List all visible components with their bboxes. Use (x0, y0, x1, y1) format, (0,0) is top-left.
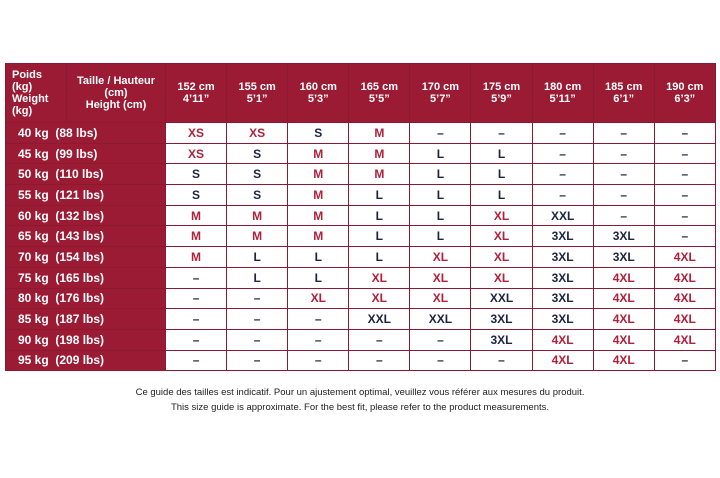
size-cell: L (349, 205, 410, 226)
size-cell: S (227, 164, 288, 185)
height-cm: 170 cm (421, 81, 460, 93)
size-cell: – (654, 164, 715, 185)
size-cell: – (166, 267, 227, 288)
size-cell: – (532, 143, 593, 164)
weight-label-line: (kg) (12, 81, 33, 93)
size-cell: XXL (349, 309, 410, 330)
size-cell: – (593, 205, 654, 226)
height-ft: 6’1” (613, 93, 635, 105)
size-cell: – (227, 329, 288, 350)
size-cell: L (227, 267, 288, 288)
size-cell: M (166, 247, 227, 268)
height-cm: 160 cm (299, 81, 337, 93)
table-row (6, 288, 716, 309)
size-cell: L (410, 164, 471, 185)
height-cm: 165 cm (360, 81, 398, 93)
size-cell: – (349, 329, 410, 350)
size-cell: XL (410, 267, 471, 288)
size-cell: 4XL (593, 267, 654, 288)
weight-row-label: 60 kg (132 lbs) (6, 205, 166, 226)
height-cm: 180 cm (543, 81, 582, 93)
weight-label-line: Poids (12, 69, 42, 81)
size-cell: L (227, 247, 288, 268)
size-cell: XS (166, 123, 227, 144)
table-row (6, 123, 716, 144)
size-cell: – (288, 329, 349, 350)
size-cell: 3XL (532, 226, 593, 247)
size-cell: XL (471, 205, 532, 226)
height-label-line: Height (cm) (85, 99, 147, 111)
size-cell: – (288, 309, 349, 330)
size-cell: M (227, 226, 288, 247)
size-cell: XXL (410, 309, 471, 330)
size-cell: L (471, 185, 532, 206)
size-cell: 3XL (532, 309, 593, 330)
table-row (6, 309, 716, 330)
size-cell: XXL (471, 288, 532, 309)
size-cell: XL (349, 288, 410, 309)
table-row (6, 350, 716, 371)
size-cell: 4XL (654, 309, 715, 330)
size-cell: M (166, 226, 227, 247)
size-cell: – (654, 226, 715, 247)
size-cell: 4XL (593, 350, 654, 371)
height-label-line: (cm) (104, 87, 128, 99)
size-cell: L (410, 205, 471, 226)
size-cell: M (288, 143, 349, 164)
size-cell: L (471, 143, 532, 164)
height-column-header (593, 64, 654, 123)
table-row (6, 164, 716, 185)
size-cell: S (166, 185, 227, 206)
height-ft: 5’9” (491, 93, 512, 105)
size-cell: – (654, 350, 715, 371)
table-header-row (6, 64, 716, 123)
size-cell: – (227, 288, 288, 309)
size-cell: XS (166, 143, 227, 164)
size-cell: M (166, 205, 227, 226)
height-label-line: Taille / Hauteur (76, 75, 156, 87)
size-cell: – (532, 164, 593, 185)
height-ft: 4’11” (182, 93, 210, 105)
size-cell: – (410, 350, 471, 371)
height-column-header (654, 64, 715, 123)
table-row (6, 205, 716, 226)
size-cell: L (410, 226, 471, 247)
height-column-header (471, 64, 532, 123)
size-cell: 4XL (654, 329, 715, 350)
size-cell: – (593, 185, 654, 206)
size-cell: XXL (532, 205, 593, 226)
size-cell: L (410, 185, 471, 206)
table-row (6, 329, 716, 350)
size-cell: XL (349, 267, 410, 288)
size-cell: S (227, 185, 288, 206)
size-cell: XL (410, 288, 471, 309)
size-cell: M (288, 205, 349, 226)
height-column-header (349, 64, 410, 123)
weight-row-label: 95 kg (209 lbs) (6, 350, 166, 371)
table-body (6, 123, 716, 371)
size-cell: XL (471, 226, 532, 247)
size-cell: – (532, 123, 593, 144)
size-cell: 4XL (532, 329, 593, 350)
height-column-header (166, 64, 227, 123)
size-cell: 3XL (593, 226, 654, 247)
weight-row-label: 75 kg (165 lbs) (6, 267, 166, 288)
height-ft: 6’3” (674, 93, 696, 105)
size-cell: XL (288, 288, 349, 309)
size-cell: – (288, 350, 349, 371)
height-ft: 5’3” (307, 93, 329, 105)
weight-row-label: 40 kg (88 lbs) (6, 123, 166, 144)
size-cell: – (410, 123, 471, 144)
size-cell: L (288, 267, 349, 288)
size-cell: L (288, 247, 349, 268)
size-guide (5, 63, 715, 371)
size-cell: – (410, 329, 471, 350)
size-cell: M (288, 164, 349, 185)
size-cell: – (166, 329, 227, 350)
size-cell: S (166, 164, 227, 185)
size-cell: 4XL (654, 247, 715, 268)
size-cell: – (471, 123, 532, 144)
height-cm: 175 cm (482, 81, 521, 93)
size-cell: XL (410, 247, 471, 268)
size-cell: 3XL (471, 309, 532, 330)
size-cell: – (593, 164, 654, 185)
size-cell: – (654, 143, 715, 164)
weight-label-line: (kg) (12, 105, 33, 117)
size-cell: XS (227, 123, 288, 144)
height-cm: 155 cm (238, 81, 276, 93)
height-axis-label (67, 64, 166, 123)
size-cell: L (349, 247, 410, 268)
size-cell: 3XL (532, 267, 593, 288)
size-guide-notes (0, 385, 720, 415)
size-cell: – (166, 288, 227, 309)
size-cell: 4XL (532, 350, 593, 371)
height-ft: 5’1” (246, 93, 268, 105)
size-cell: – (593, 123, 654, 144)
size-cell: XL (471, 247, 532, 268)
height-ft: 5’5” (368, 93, 390, 105)
size-cell: – (166, 350, 227, 371)
weight-row-label: 70 kg (154 lbs) (6, 247, 166, 268)
size-chart-table (5, 63, 716, 371)
size-cell: S (227, 143, 288, 164)
table-row (6, 267, 716, 288)
size-cell: S (288, 123, 349, 144)
weight-row-label: 80 kg (176 lbs) (6, 288, 166, 309)
size-cell: L (349, 185, 410, 206)
size-cell: 4XL (654, 288, 715, 309)
height-column-header (410, 64, 471, 123)
note-english: This size guide is approximate. For the best fit, please refer to the product measurements. (170, 402, 550, 413)
size-cell: – (471, 350, 532, 371)
size-cell: – (654, 205, 715, 226)
size-cell: – (532, 185, 593, 206)
weight-row-label: 90 kg (198 lbs) (6, 329, 166, 350)
size-cell: M (288, 226, 349, 247)
size-cell: – (227, 309, 288, 330)
size-cell: XL (471, 267, 532, 288)
size-cell: M (288, 185, 349, 206)
weight-row-label: 85 kg (187 lbs) (6, 309, 166, 330)
size-cell: 4XL (593, 329, 654, 350)
size-cell: 3XL (593, 247, 654, 268)
size-cell: 4XL (593, 288, 654, 309)
size-cell: – (593, 143, 654, 164)
height-cm: 190 cm (666, 81, 704, 93)
size-cell: 3XL (532, 247, 593, 268)
height-column-header (532, 64, 593, 123)
size-cell: M (349, 143, 410, 164)
size-cell: M (349, 123, 410, 144)
size-cell: 3XL (532, 288, 593, 309)
size-cell: – (166, 309, 227, 330)
size-cell: – (654, 123, 715, 144)
size-cell: M (349, 164, 410, 185)
size-cell: – (349, 350, 410, 371)
table-row (6, 226, 716, 247)
height-column-header (227, 64, 288, 123)
size-cell: L (471, 164, 532, 185)
weight-axis-label (6, 64, 67, 123)
table-row (6, 143, 716, 164)
size-cell: M (227, 205, 288, 226)
table-row (6, 185, 716, 206)
note-french: Ce guide des tailles est indicatif. Pour un ajustement optimal, veuillez vous référer aux mesures du produit. (135, 387, 585, 398)
weight-row-label: 50 kg (110 lbs) (6, 164, 166, 185)
size-cell: – (227, 350, 288, 371)
weight-label-line: Weight (12, 93, 49, 105)
height-ft: 5’7” (430, 93, 451, 105)
height-column-header (288, 64, 349, 123)
size-cell: 4XL (593, 309, 654, 330)
size-cell: L (410, 143, 471, 164)
size-cell: L (349, 226, 410, 247)
height-ft: 5’11” (549, 93, 576, 105)
weight-row-label: 45 kg (99 lbs) (6, 143, 166, 164)
weight-row-label: 65 kg (143 lbs) (6, 226, 166, 247)
table-row (6, 247, 716, 268)
height-cm: 152 cm (177, 81, 215, 93)
weight-row-label: 55 kg (121 lbs) (6, 185, 166, 206)
size-cell: – (654, 185, 715, 206)
size-cell: 4XL (654, 267, 715, 288)
size-cell: 3XL (471, 329, 532, 350)
height-cm: 185 cm (605, 81, 643, 93)
